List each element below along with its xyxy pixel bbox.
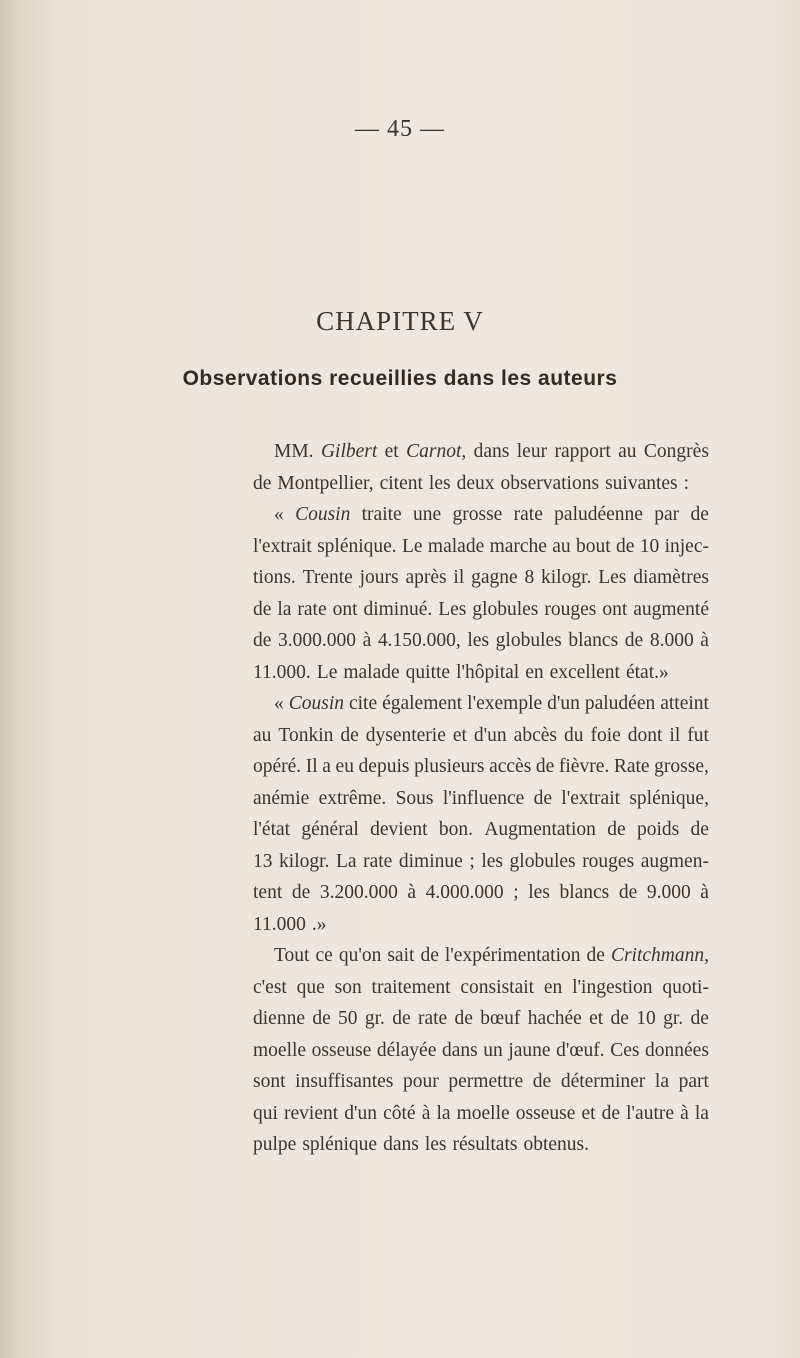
word: plusieurs xyxy=(414,756,485,777)
word: hachée xyxy=(527,1008,582,1029)
word: « xyxy=(274,693,284,714)
word: état.» xyxy=(625,661,669,683)
word: Congrès xyxy=(643,441,709,462)
text-line xyxy=(253,562,709,594)
word: traitement xyxy=(371,976,451,998)
word: jours xyxy=(359,567,399,588)
word: deux xyxy=(456,472,495,494)
word: dienne xyxy=(253,1008,305,1029)
text-line xyxy=(253,783,709,815)
italic-word: Gilbert xyxy=(320,441,378,462)
word: moelle xyxy=(253,1039,307,1061)
word: .» xyxy=(311,913,327,935)
word: ; xyxy=(513,882,519,903)
word: globules xyxy=(495,630,562,651)
word: splénique xyxy=(302,1134,378,1155)
word: qu'on xyxy=(338,945,382,966)
word: 10 xyxy=(636,1008,656,1029)
text-line xyxy=(253,1003,709,1035)
word: de xyxy=(253,472,272,494)
text-line xyxy=(253,1035,709,1067)
word: devient xyxy=(370,819,428,840)
word: fièvre. xyxy=(558,756,610,777)
text-line xyxy=(253,436,709,468)
word: à xyxy=(700,882,709,903)
word: anémie xyxy=(253,787,310,809)
paragraph xyxy=(253,499,709,688)
word: bon. xyxy=(438,819,473,840)
word: osseuse xyxy=(311,1039,372,1061)
word: l'expérimentation xyxy=(444,945,581,966)
word: de xyxy=(312,1008,331,1029)
word: 10 xyxy=(639,535,660,557)
word: La xyxy=(335,850,357,872)
word: grosse xyxy=(452,504,503,525)
word: de xyxy=(618,882,638,903)
word: cite xyxy=(348,693,378,714)
word: kilogr. xyxy=(279,850,330,872)
word: données xyxy=(645,1039,709,1061)
body-text xyxy=(253,436,709,1161)
text-line xyxy=(253,814,709,846)
word: dont xyxy=(627,724,663,746)
word: de xyxy=(610,1008,629,1029)
word: opéré. xyxy=(253,756,302,777)
word: d'un xyxy=(473,724,507,746)
word: 9.000 xyxy=(646,882,691,903)
word: dans xyxy=(441,1039,478,1061)
paragraph xyxy=(253,940,709,1161)
text-line xyxy=(253,657,709,689)
word: bout xyxy=(576,535,611,557)
word: Les xyxy=(598,567,627,588)
word: après xyxy=(405,567,447,588)
section-title: Observations recueillies dans les auteurs xyxy=(182,367,618,390)
word: paludéenne xyxy=(554,504,643,525)
paragraph xyxy=(253,688,709,940)
word: revient xyxy=(284,1102,339,1124)
word: pulpe xyxy=(253,1134,297,1155)
word: par xyxy=(654,504,680,525)
word: de xyxy=(607,819,626,840)
word: l'ingestion xyxy=(572,976,653,998)
word: depuis xyxy=(358,756,410,777)
word: MM. xyxy=(274,441,314,462)
word: blancs xyxy=(568,630,619,651)
word: au xyxy=(552,535,571,557)
word: la xyxy=(436,1102,451,1124)
word: son xyxy=(334,976,362,998)
word: rate xyxy=(417,1008,448,1029)
word: de xyxy=(420,945,439,966)
text-line xyxy=(253,1098,709,1130)
word: permettre xyxy=(448,1071,524,1092)
page-number: — 45 — xyxy=(355,116,445,142)
word: Le xyxy=(316,661,338,683)
word: un xyxy=(483,1039,503,1061)
word: l'extrait xyxy=(561,787,621,809)
word: Rate xyxy=(613,756,650,777)
text-line xyxy=(253,751,709,783)
word: les xyxy=(528,882,550,903)
word: à xyxy=(362,630,372,651)
word: 3.000.000 xyxy=(278,630,357,651)
word: ; xyxy=(469,850,475,872)
word: il xyxy=(669,724,681,746)
word: les xyxy=(467,630,490,651)
word: dysenterie xyxy=(365,724,446,746)
word: observations xyxy=(500,472,600,494)
word: osseuse xyxy=(515,1102,576,1124)
word: malade xyxy=(343,661,400,683)
word: quitte xyxy=(405,661,451,683)
word: abcès xyxy=(513,724,557,746)
text-line xyxy=(253,1129,709,1161)
word: 4.000.000 xyxy=(425,882,504,903)
word: Tout xyxy=(274,945,310,966)
word: moelle xyxy=(456,1102,510,1124)
word: blancs xyxy=(559,882,610,903)
word: de xyxy=(340,724,359,746)
word: de xyxy=(690,504,709,525)
word: dans xyxy=(383,1134,419,1155)
word: l'influence xyxy=(442,787,525,809)
word: injec- xyxy=(664,535,709,557)
italic-word: Critchmann, xyxy=(610,945,709,966)
word: d'œuf. xyxy=(556,1039,605,1061)
text-line xyxy=(253,877,709,909)
word: excellent xyxy=(549,661,620,683)
word: de xyxy=(624,630,644,651)
word: l'autre xyxy=(626,1102,675,1124)
text-line xyxy=(253,625,709,657)
chapter-title: CHAPITRE V xyxy=(316,306,484,336)
italic-word: Cousin xyxy=(295,504,351,525)
text-line xyxy=(253,688,709,720)
word: extrême. xyxy=(318,787,387,809)
word: l'exemple xyxy=(467,693,543,714)
word: Les xyxy=(438,598,467,620)
word: et xyxy=(589,1008,604,1029)
word: de xyxy=(454,1008,473,1029)
word: de xyxy=(392,1008,411,1029)
word: de xyxy=(690,1008,709,1029)
word: de xyxy=(690,819,709,840)
word: 4.150.000, xyxy=(377,630,461,651)
text-line xyxy=(253,531,709,563)
word: de xyxy=(533,787,552,809)
word: malade xyxy=(427,535,485,557)
word: obtenus. xyxy=(523,1134,590,1155)
word: l'hôpital xyxy=(456,661,520,683)
word: les xyxy=(424,1134,447,1155)
text-line xyxy=(253,1066,709,1098)
word: résultats xyxy=(452,1134,518,1155)
word: au xyxy=(618,441,637,462)
word: de xyxy=(253,598,272,620)
text-line xyxy=(253,940,709,972)
word: d'un xyxy=(344,1102,378,1124)
word: 3.200.000 xyxy=(319,882,398,903)
word: suivantes xyxy=(605,472,678,494)
word: ont xyxy=(602,598,628,620)
word: kilogr. xyxy=(541,567,592,588)
word: 50 xyxy=(338,1008,358,1029)
italic-word: Cousin xyxy=(288,693,344,714)
text-line xyxy=(253,972,709,1004)
word: de xyxy=(291,882,311,903)
word: : xyxy=(683,472,690,494)
word: poids xyxy=(636,819,680,840)
word: quoti- xyxy=(662,976,709,998)
word: 11.000. xyxy=(253,661,311,683)
paragraph xyxy=(253,436,709,499)
word: marche xyxy=(489,535,547,557)
word: part xyxy=(678,1071,709,1092)
word: splénique, xyxy=(629,787,709,809)
word: grosse, xyxy=(654,756,709,777)
word: rouges xyxy=(544,598,597,620)
word: 13 xyxy=(253,850,273,872)
word: en xyxy=(525,661,544,683)
word: c'est xyxy=(253,976,287,998)
word: au xyxy=(253,724,272,746)
word: 8 xyxy=(524,567,535,588)
word: de xyxy=(253,630,272,651)
word: tions. xyxy=(253,567,296,588)
word: de xyxy=(601,1102,621,1124)
word: que xyxy=(296,976,325,998)
word: rapport xyxy=(554,441,611,462)
word: fut xyxy=(687,724,709,746)
word: gagne xyxy=(471,567,518,588)
word: 8.000 xyxy=(649,630,694,651)
word: de xyxy=(535,756,555,777)
text-line xyxy=(253,846,709,878)
word: atteint xyxy=(660,693,709,714)
word: les xyxy=(481,850,503,872)
word: délayée xyxy=(376,1039,437,1061)
italic-word: Carnot, xyxy=(406,441,467,462)
word: Il xyxy=(305,756,318,777)
word: ont xyxy=(332,598,358,620)
word: une xyxy=(413,504,442,525)
word: gr. xyxy=(663,1008,684,1029)
text-line xyxy=(253,468,709,500)
word: la xyxy=(694,1102,709,1124)
word: côté xyxy=(383,1102,416,1124)
word: Augmentation xyxy=(484,819,596,840)
text-line xyxy=(253,594,709,626)
word: dans xyxy=(473,441,510,462)
text-line xyxy=(253,499,709,531)
word: a xyxy=(322,756,331,777)
word: Ces xyxy=(610,1039,640,1061)
word: globules xyxy=(509,850,576,872)
word: à xyxy=(700,630,709,651)
word: rouges xyxy=(582,850,635,872)
word: splénique. xyxy=(317,535,397,557)
word: ce xyxy=(315,945,333,966)
word: et xyxy=(581,1102,596,1124)
word: rate xyxy=(513,504,543,525)
word: leur xyxy=(516,441,548,462)
word: général xyxy=(301,819,359,840)
word: sait xyxy=(387,945,415,966)
word: déterminer xyxy=(560,1071,646,1092)
word: du xyxy=(563,724,584,746)
word: diminue xyxy=(398,850,463,872)
word: rate xyxy=(363,850,393,872)
word: rate xyxy=(297,598,327,620)
word: en xyxy=(543,976,563,998)
word: sont xyxy=(253,1071,286,1092)
word: bœuf xyxy=(480,1008,521,1029)
word: la xyxy=(277,598,292,620)
word: globules xyxy=(472,598,539,620)
word: Montpellier, xyxy=(277,472,374,494)
word: l'extrait xyxy=(253,535,312,557)
word: diamètres xyxy=(633,567,709,588)
word: Le xyxy=(402,535,423,557)
word: 11.000 xyxy=(253,913,306,935)
word: il xyxy=(453,567,465,588)
word: à xyxy=(421,1102,431,1124)
word: Trente xyxy=(302,567,353,588)
word: à xyxy=(407,882,417,903)
word: citent xyxy=(379,472,423,494)
text-line xyxy=(253,909,709,941)
word: les xyxy=(428,472,451,494)
word: augmen- xyxy=(640,850,709,872)
word: l'état xyxy=(253,819,291,840)
word: de xyxy=(532,1071,552,1092)
word: et xyxy=(452,724,467,746)
word: pour xyxy=(403,1071,439,1092)
word: tent xyxy=(253,882,283,903)
word: traite xyxy=(361,504,402,525)
word: consistait xyxy=(460,976,535,998)
word: la xyxy=(654,1071,669,1092)
word: augmenté xyxy=(633,598,709,620)
word: Sous xyxy=(395,787,434,809)
word: de xyxy=(586,945,605,966)
word: foie xyxy=(590,724,621,746)
word: qui xyxy=(253,1102,278,1124)
word: à xyxy=(680,1102,689,1124)
word: également xyxy=(382,693,463,714)
word: de xyxy=(616,535,635,557)
word: insuffisantes xyxy=(295,1071,394,1092)
word: jaune xyxy=(508,1039,551,1061)
word: paludéen xyxy=(584,693,656,714)
word: Tonkin xyxy=(278,724,334,746)
word: « xyxy=(274,504,284,525)
word: diminué. xyxy=(363,598,433,620)
text-line xyxy=(253,720,709,752)
word: eu xyxy=(335,756,354,777)
word: gr. xyxy=(364,1008,385,1029)
word: accès xyxy=(489,756,532,777)
word: d'un xyxy=(547,693,580,714)
word: et xyxy=(384,441,399,462)
